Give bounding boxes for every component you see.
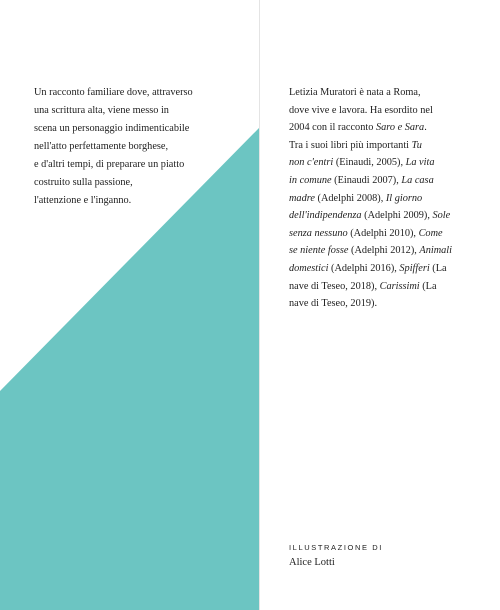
bio-text: dove vive e lavora. Ha esordito nel: [289, 104, 433, 116]
bio-line: [289, 207, 495, 225]
illustration-label: ILLUSTRAZIONE DI: [289, 543, 383, 552]
bio-line: [289, 190, 495, 208]
bio-line: [289, 172, 495, 190]
bio-text: (Adelphi 2012),: [348, 245, 420, 257]
bio-text: nave di Teseo, 2019).: [289, 298, 378, 310]
bio-text: Tra i suoi libri più importanti: [289, 139, 412, 151]
book-title: Sole: [432, 210, 451, 222]
book-title: madre: [289, 192, 315, 204]
bio-line: [289, 295, 495, 313]
bio-line: [289, 102, 495, 120]
blurb-line: una scrittura alta, viene messo in: [34, 105, 169, 116]
bio-text: Letizia Muratori è nata a Roma,: [289, 87, 421, 98]
bio-text: (Einaudi, 2005),: [333, 157, 406, 169]
book-title: non c'entri: [289, 157, 334, 169]
bio-line: [289, 84, 495, 102]
book-title: senza nessuno: [289, 227, 348, 239]
blurb-line: costruito sulla passione,: [34, 177, 133, 188]
book-title: Carissimi: [379, 280, 420, 292]
book-title: La vita: [405, 157, 435, 169]
bio-text: (Adelphi 2010),: [347, 227, 419, 239]
bio-text: (Adelphi 2009),: [361, 210, 433, 222]
book-title: dell'indipendenza: [289, 210, 362, 222]
blurb-line: Un racconto familiare dove, attraverso: [34, 87, 193, 98]
book-title: Animali: [419, 245, 453, 257]
bio-text: (Einaudi 2007),: [331, 174, 402, 186]
bio-text: nave di Teseo, 2018),: [289, 280, 380, 292]
bio-text: .: [424, 122, 427, 134]
bio-text: 2004 con il racconto: [289, 122, 376, 134]
bio-text: (La: [419, 280, 437, 292]
bio-line: [289, 225, 495, 243]
book-title: se niente fosse: [289, 245, 349, 257]
book-title: in comune: [289, 174, 332, 186]
bio-line: [289, 260, 495, 278]
bio-text: (Adelphi 2008),: [314, 192, 386, 204]
blurb-line: l'attenzione e l'inganno.: [34, 195, 132, 206]
bio-line: [289, 242, 495, 260]
book-title: Tu: [411, 139, 422, 151]
book-title: domestici: [289, 262, 329, 274]
blurb-line: e d'altri tempi, di preparare un piatto: [34, 159, 185, 170]
book-title: Il giorno: [385, 192, 423, 204]
book-title: Saro e Sara: [375, 122, 425, 134]
blurb-text: [34, 84, 256, 210]
blurb-line: scena un personaggio indimenticabile: [34, 123, 190, 134]
bio-line: [289, 119, 495, 137]
illustrator-name: Alice Lotti: [289, 557, 335, 568]
bio-text: (La: [429, 262, 447, 274]
bio-line: [289, 154, 495, 172]
bio-text: (Adelphi 2016),: [328, 262, 400, 274]
author-bio: [289, 84, 495, 313]
blurb-line: nell'atto perfettamente borghese,: [34, 141, 169, 152]
right-flap: [260, 0, 500, 610]
book-title: La casa: [401, 174, 434, 186]
bio-line: [289, 278, 495, 296]
book-title: Spifferi: [399, 262, 430, 274]
book-title: Come: [418, 227, 443, 239]
bio-line: [289, 137, 495, 155]
